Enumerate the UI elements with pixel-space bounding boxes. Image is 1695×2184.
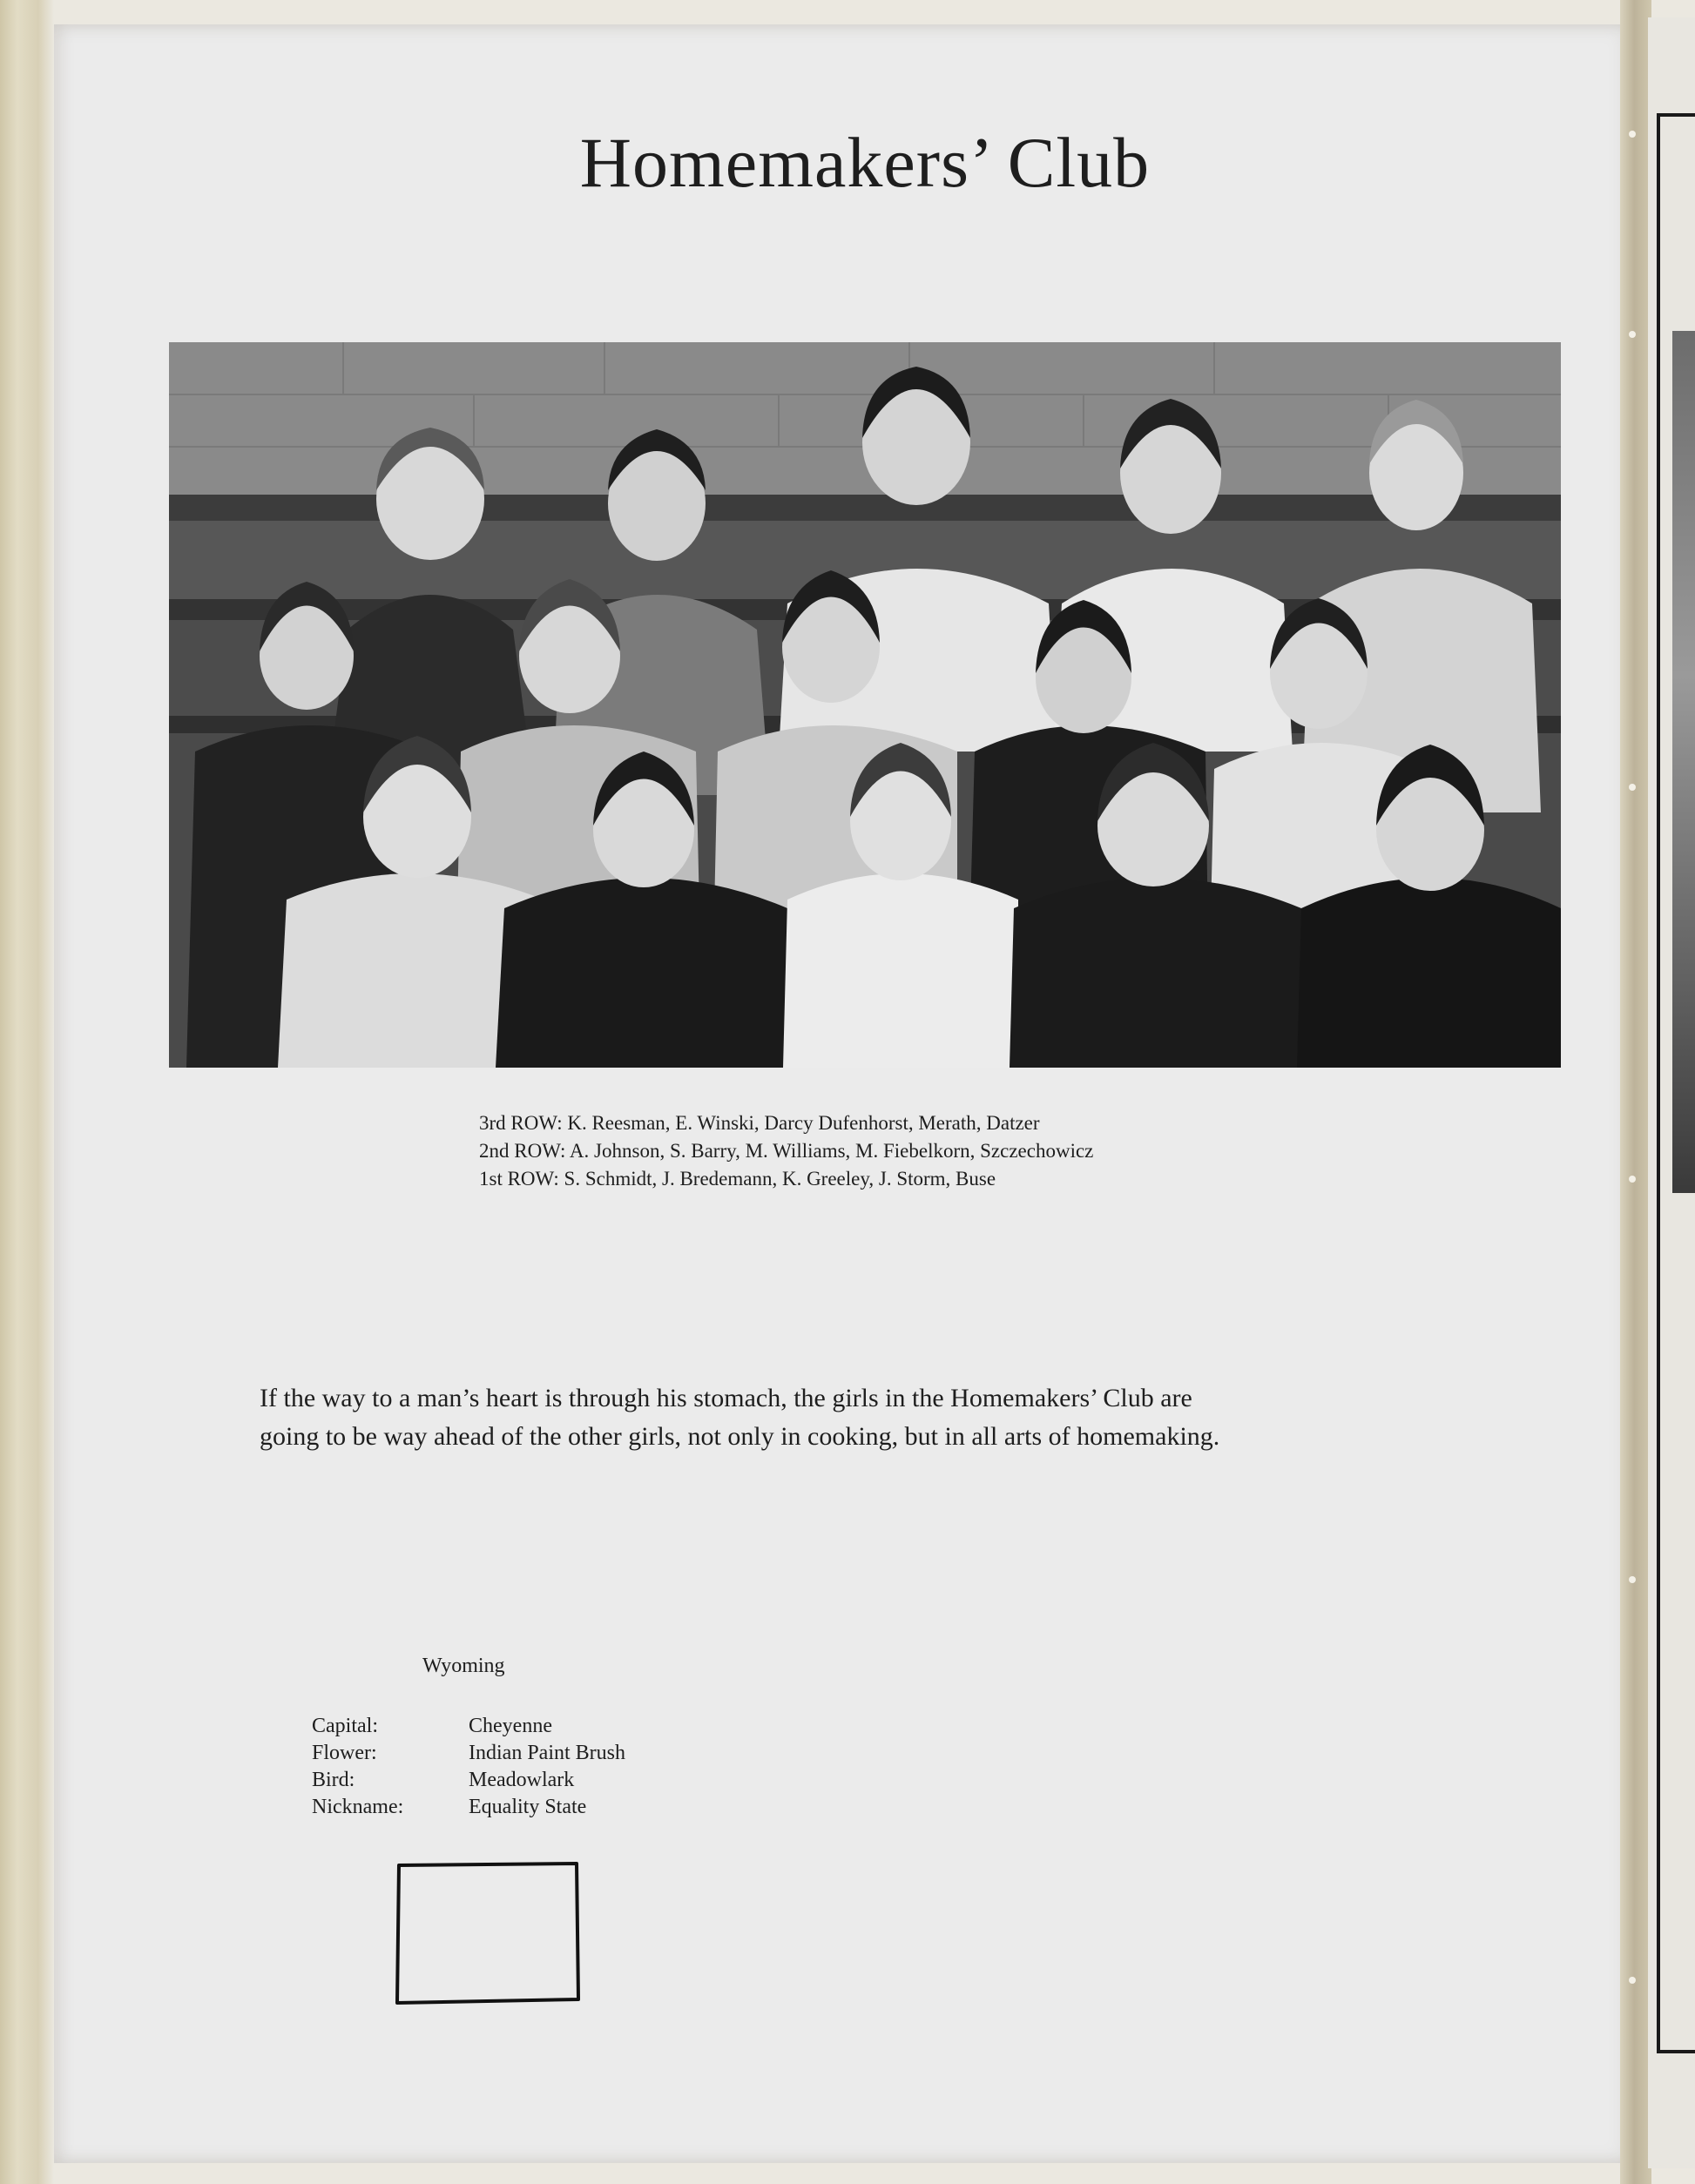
group-photo-icon: [169, 342, 1561, 1068]
fact-value: Indian Paint Brush: [469, 1742, 625, 1764]
binding-stitch: [1629, 331, 1636, 338]
book-spine: [1620, 0, 1651, 2184]
state-fact-row: [312, 1713, 625, 1740]
fact-label: Flower:: [312, 1742, 377, 1764]
binding-stitch: [1629, 1176, 1636, 1183]
wyoming-outline-icon: [392, 1860, 589, 2008]
club-description: [260, 1379, 1514, 1456]
caption-row-2: 2nd ROW: A. Johnson, S. Barry, M. Williams, M. Fiebelkorn, Szczechowicz: [479, 1140, 1094, 1162]
caption-row-3: 3rd ROW: K. Reesman, E. Winski, Darcy Dufenhorst, Merath, Datzer: [479, 1112, 1040, 1134]
state-facts: [312, 1713, 625, 1821]
fact-value: Equality State: [469, 1796, 587, 1818]
fact-label: Capital:: [312, 1715, 378, 1737]
fact-label: Nickname:: [312, 1796, 404, 1818]
fact-value: Cheyenne: [469, 1715, 552, 1737]
binding-stitch: [1629, 1977, 1636, 1984]
binding-stitch: [1629, 1576, 1636, 1583]
group-photo: [169, 342, 1561, 1068]
caption-row-1: 1st ROW: S. Schmidt, J. Bredemann, K. Greeley, J. Storm, Buse: [479, 1168, 996, 1190]
adjacent-photo-edge: [1672, 331, 1695, 1193]
description-line-2: going to be way ahead of the other girls, not only in cooking, but in all arts of homemaking.: [260, 1422, 1220, 1451]
binding-stitch: [1629, 784, 1636, 791]
page-title: Homemakers’ Club: [579, 123, 1151, 202]
fact-label: Bird:: [312, 1769, 355, 1791]
state-name: Wyoming: [422, 1655, 505, 1677]
fact-value: Meadowlark: [469, 1769, 575, 1791]
state-fact-row: [312, 1794, 625, 1821]
photo-caption: [479, 1109, 1093, 1193]
description-line-1: If the way to a man’s heart is through his stomach, the girls in the Homemakers’ Club are: [260, 1384, 1192, 1412]
adjacent-page-edge: [1648, 17, 1695, 2168]
state-fact-row: [312, 1740, 625, 1767]
state-fact-row: [312, 1767, 625, 1794]
